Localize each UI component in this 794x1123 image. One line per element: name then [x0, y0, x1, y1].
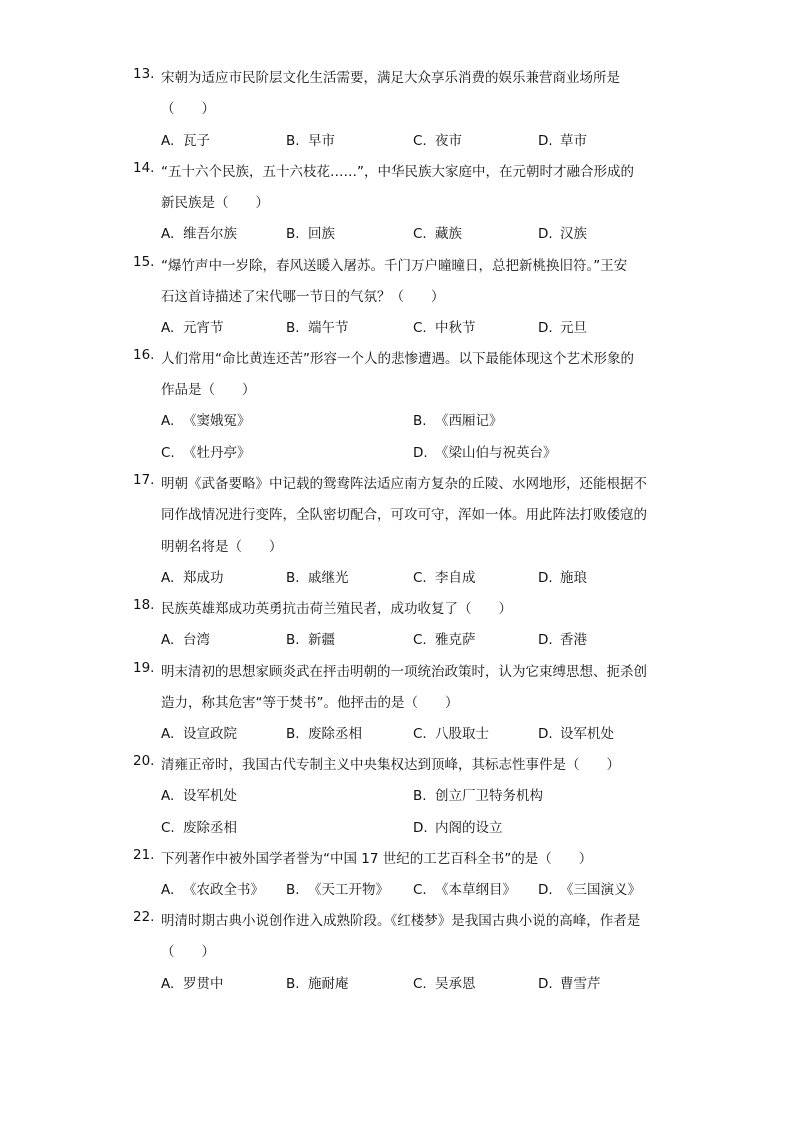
option-c[interactable]: C. 废除丞相: [161, 820, 237, 836]
options-21: [161, 878, 681, 898]
options-16-row1: [161, 409, 681, 429]
question-text: 清雍正帝时，我国古代专制主义中央集权达到顶峰，其标志性事件是（ ）: [161, 757, 620, 773]
option-d[interactable]: D. 《梁山伯与祝英台》: [413, 445, 557, 461]
question-number: 14.: [133, 160, 155, 176]
question-text: 人们常用“命比黄连还苦”形容一个人的悲惨遭遇。以下最能体现这个艺术形象的: [161, 351, 634, 367]
option-d[interactable]: D. 汉族: [538, 226, 587, 242]
option-b[interactable]: B. 早市: [286, 133, 335, 149]
option-a[interactable]: A. 《窦娥冤》: [161, 413, 251, 429]
option-d[interactable]: D. 曹雪芹: [538, 976, 601, 992]
question-text: “五十六个民族，五十六枝花……”，中华民族大家庭中，在元朝时才融合形成的: [161, 164, 634, 180]
question-number: 20.: [133, 753, 155, 769]
option-b[interactable]: B. 施耐庵: [286, 976, 349, 992]
question-number: 15.: [133, 254, 155, 270]
option-c[interactable]: C. 《本草纲目》: [413, 882, 516, 898]
options-17: [161, 566, 681, 586]
option-b[interactable]: B. 端午节: [286, 320, 349, 336]
options-22: [161, 972, 681, 992]
question-text: 宋朝为适应市民阶层文化生活需要，满足大众享乐消费的娱乐兼营商业场所是: [161, 70, 620, 86]
option-b[interactable]: B. 回族: [286, 226, 335, 242]
option-a[interactable]: A. 《农政全书》: [161, 882, 264, 898]
question-number: 22.: [133, 909, 155, 925]
question-text: 明朝名将是（ ）: [161, 539, 283, 555]
question-text: 明清时期古典小说创作进入成熟阶段。《红楼梦》是我国古典小说的高峰，作者是: [161, 913, 641, 929]
option-a[interactable]: A. 维吾尔族: [161, 226, 237, 242]
option-b[interactable]: B. 《西厢记》: [413, 413, 503, 429]
option-a[interactable]: A. 设军机处: [161, 788, 237, 804]
option-a[interactable]: A. 罗贯中: [161, 976, 224, 992]
option-c[interactable]: C. 《牡丹亭》: [161, 445, 251, 461]
option-a[interactable]: A. 瓦子: [161, 133, 210, 149]
question-text: 明朝《武备要略》中记载的鸳鸯阵法适应南方复杂的丘陵、水网地形，还能根据不: [161, 476, 647, 492]
option-d[interactable]: D. 内阁的设立: [413, 820, 503, 836]
question-text: 明末清初的思想家顾炎武在抨击明朝的一项统治政策时，认为它束缚思想、扼杀创: [161, 664, 647, 680]
option-b[interactable]: B. 创立厂卫特务机构: [413, 788, 543, 804]
options-14: [161, 222, 681, 242]
option-d[interactable]: D. 香港: [538, 632, 587, 648]
option-b[interactable]: B. 废除丞相: [286, 726, 362, 742]
question-number: 13.: [133, 66, 155, 82]
option-c[interactable]: C. 雅克萨: [413, 632, 476, 648]
option-c[interactable]: C. 夜市: [413, 133, 462, 149]
question-number: 18.: [133, 597, 155, 613]
option-c[interactable]: C. 藏族: [413, 226, 462, 242]
question-text: 造力，称其危害“等于焚书”。他抨击的是（ ）: [161, 695, 459, 711]
options-18: [161, 628, 681, 648]
question-text: 新民族是（ ）: [161, 195, 269, 211]
option-c[interactable]: C. 八股取士: [413, 726, 489, 742]
option-a[interactable]: A. 郑成功: [161, 570, 224, 586]
option-b[interactable]: B. 新疆: [286, 632, 335, 648]
options-16-row2: [161, 441, 681, 461]
option-d[interactable]: D. 草市: [538, 133, 587, 149]
option-a[interactable]: A. 设宣政院: [161, 726, 237, 742]
question-text: （ ）: [161, 101, 215, 117]
question-text: “爆竹声中一岁除，春风送暖入屠苏。千门万户曈曈日，总把新桃换旧符。”王安: [161, 258, 628, 274]
options-15: [161, 316, 681, 336]
option-d[interactable]: D. 施琅: [538, 570, 587, 586]
options-20-row1: [161, 784, 681, 804]
question-number: 21.: [133, 847, 155, 863]
question-text: 下列著作中被外国学者誉为“中国 17 世纪的工艺百科全书”的是（ ）: [161, 851, 593, 867]
option-d[interactable]: D. 元旦: [538, 320, 587, 336]
option-b[interactable]: B. 《天工开物》: [286, 882, 389, 898]
question-number: 17.: [133, 472, 155, 488]
question-text: 民族英雄郑成功英勇抗击荷兰殖民者，成功收复了（ ）: [161, 601, 512, 617]
options-13: [161, 129, 681, 149]
option-a[interactable]: A. 台湾: [161, 632, 210, 648]
option-a[interactable]: A. 元宵节: [161, 320, 224, 336]
question-number: 16.: [133, 347, 155, 363]
options-20-row2: [161, 816, 681, 836]
option-c[interactable]: C. 李自成: [413, 570, 476, 586]
question-text: 同作战情况进行变阵，全队密切配合，可攻可守，浑如一体。用此阵法打败倭寇的: [161, 507, 647, 523]
option-c[interactable]: C. 中秋节: [413, 320, 476, 336]
question-number: 19.: [133, 660, 155, 676]
option-d[interactable]: D. 设军机处: [538, 726, 614, 742]
question-text: 石这首诗描述了宋代哪一节日的气氛？（ ）: [161, 289, 445, 305]
question-text: 作品是（ ）: [161, 382, 256, 398]
question-text: （ ）: [161, 944, 215, 960]
option-b[interactable]: B. 戚继光: [286, 570, 349, 586]
option-d[interactable]: D. 《三国演义》: [538, 882, 641, 898]
option-c[interactable]: C. 吴承恩: [413, 976, 476, 992]
options-19: [161, 722, 681, 742]
